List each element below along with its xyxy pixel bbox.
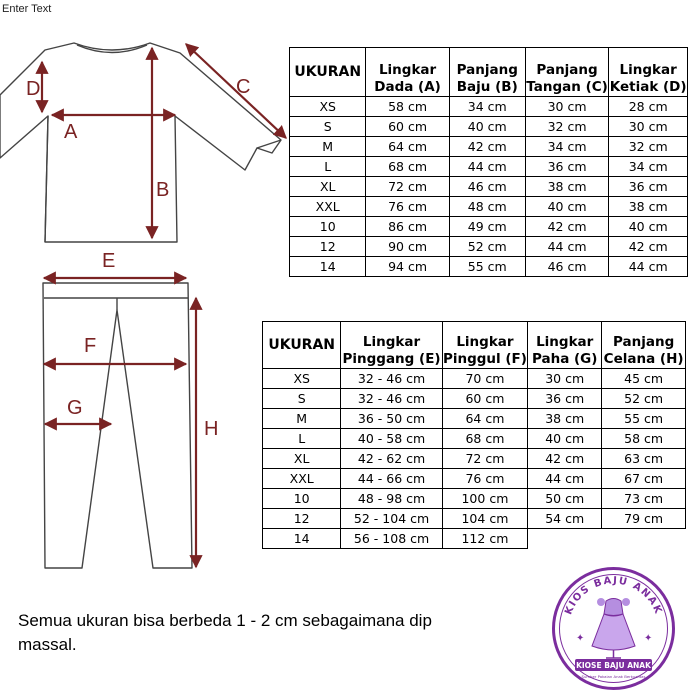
table-row	[290, 117, 688, 137]
table-row	[263, 409, 686, 429]
measurement-cell: 67 cm	[602, 469, 686, 489]
measurement-cell: 72 cm	[442, 449, 527, 469]
measurement-cell: 60 cm	[366, 117, 449, 137]
measurement-cell: 55 cm	[602, 409, 686, 429]
label-g: G	[67, 397, 83, 419]
size-cell: 12	[263, 509, 341, 529]
measurement-cell: 42 cm	[449, 137, 525, 157]
measurement-cell: 55 cm	[449, 257, 525, 277]
measurement-cell: 30 cm	[525, 97, 609, 117]
measurement-cell	[528, 529, 602, 549]
column-header: Lingkar Paha (G)	[528, 322, 602, 369]
size-cell: L	[263, 429, 341, 449]
size-cell: XXL	[263, 469, 341, 489]
measurement-cell: 76 cm	[366, 197, 449, 217]
table-row	[263, 389, 686, 409]
measurement-cell: 46 cm	[525, 257, 609, 277]
label-e: E	[102, 250, 116, 272]
table-row	[290, 197, 688, 217]
table-row	[263, 509, 686, 529]
table-row	[263, 469, 686, 489]
measurement-cell: 40 cm	[525, 197, 609, 217]
measurement-cell: 34 cm	[449, 97, 525, 117]
measurement-cell: 40 cm	[528, 429, 602, 449]
measurement-cell: 36 - 50 cm	[341, 409, 442, 429]
measurement-cell: 44 cm	[609, 257, 688, 277]
sparkle-icon: ✦	[644, 633, 653, 644]
column-header: Lingkar Pinggang (E)	[341, 322, 442, 369]
measurement-cell: 73 cm	[602, 489, 686, 509]
measurement-cell: 60 cm	[442, 389, 527, 409]
size-cell: 10	[263, 489, 341, 509]
measurement-cell: 44 cm	[525, 237, 609, 257]
table-row	[263, 449, 686, 469]
measurement-cell	[602, 529, 686, 549]
measurement-cell: 100 cm	[442, 489, 527, 509]
logo-ribbon-text: KIOSE BAJU ANAK	[576, 661, 651, 670]
size-cell: XL	[290, 177, 366, 197]
measurement-cell: 52 - 104 cm	[341, 509, 442, 529]
column-header: Panjang Celana (H)	[602, 322, 686, 369]
measurement-cell: 79 cm	[602, 509, 686, 529]
measurement-cell: 32 cm	[609, 137, 688, 157]
measurement-cell: 45 cm	[602, 369, 686, 389]
measurement-cell: 36 cm	[528, 389, 602, 409]
label-f: F	[84, 335, 97, 357]
measurement-cell: 32 - 46 cm	[341, 369, 442, 389]
measurement-cell: 32 cm	[525, 117, 609, 137]
column-header: Panjang Tangan (C)	[525, 48, 609, 97]
size-cell: XL	[263, 449, 341, 469]
table-row	[290, 177, 688, 197]
logo-tagline: Sumber Pakaian Anak Berkualitas	[581, 674, 646, 679]
table-row	[290, 137, 688, 157]
measurement-cell: 94 cm	[366, 257, 449, 277]
table-header-row	[290, 48, 688, 97]
measurement-cell: 42 cm	[525, 217, 609, 237]
measurement-cell: 40 - 58 cm	[341, 429, 442, 449]
measurement-cell: 104 cm	[442, 509, 527, 529]
size-cell: XXL	[290, 197, 366, 217]
table-header-row	[263, 322, 686, 369]
size-cell: XS	[290, 97, 366, 117]
measurement-cell: 112 cm	[442, 529, 527, 549]
measurement-cell: 58 cm	[602, 429, 686, 449]
size-note: Semua ukuran bisa berbeda 1 - 2 cm sebagaimana dip massal.	[18, 611, 432, 654]
pants-outline	[43, 283, 192, 568]
measurement-cell: 32 - 46 cm	[341, 389, 442, 409]
measurement-cell: 34 cm	[609, 157, 688, 177]
size-cell: 10	[290, 217, 366, 237]
measurement-cell: 30 cm	[609, 117, 688, 137]
measurement-cell: 63 cm	[602, 449, 686, 469]
measurement-cell: 52 cm	[602, 389, 686, 409]
measurement-cell: 70 cm	[442, 369, 527, 389]
table-row	[263, 489, 686, 509]
measurement-cell: 44 cm	[528, 469, 602, 489]
measurement-cell: 86 cm	[366, 217, 449, 237]
measurement-cell: 49 cm	[449, 217, 525, 237]
measurement-cell: 44 cm	[449, 157, 525, 177]
size-cell: M	[263, 409, 341, 429]
size-cell: L	[290, 157, 366, 177]
label-h: H	[204, 418, 219, 440]
measurement-cell: 52 cm	[449, 237, 525, 257]
measurement-cell: 28 cm	[609, 97, 688, 117]
table-row	[263, 369, 686, 389]
logo-top-text: KIOS BAJU ANAK	[563, 575, 664, 617]
measurement-cell: 36 cm	[609, 177, 688, 197]
size-cell: S	[263, 389, 341, 409]
size-cell: M	[290, 137, 366, 157]
label-b: B	[156, 179, 170, 201]
measurement-cell: 38 cm	[609, 197, 688, 217]
measurement-cell: 40 cm	[449, 117, 525, 137]
size-cell: 14	[290, 257, 366, 277]
measurement-cell: 64 cm	[366, 137, 449, 157]
measurement-cell: 50 cm	[528, 489, 602, 509]
column-header: Lingkar Ketiak (D)	[609, 48, 688, 97]
measurement-cell: 90 cm	[366, 237, 449, 257]
measurement-cell: 68 cm	[442, 429, 527, 449]
size-cell: XS	[263, 369, 341, 389]
sparkle-icon: ✦	[576, 633, 585, 644]
enter-text-label: Enter Text	[2, 3, 52, 15]
label-a: A	[64, 121, 78, 143]
measurement-cell: 42 cm	[609, 237, 688, 257]
measurement-cell: 48 - 98 cm	[341, 489, 442, 509]
column-header: Panjang Baju (B)	[449, 48, 525, 97]
table-row	[290, 217, 688, 237]
measurement-cell: 36 cm	[525, 157, 609, 177]
size-cell: 12	[290, 237, 366, 257]
measurement-cell: 38 cm	[528, 409, 602, 429]
label-c: C	[236, 76, 251, 98]
measurement-cell: 46 cm	[449, 177, 525, 197]
label-d: D	[26, 78, 41, 100]
measurement-cell: 54 cm	[528, 509, 602, 529]
table-row	[290, 157, 688, 177]
size-cell: 14	[263, 529, 341, 549]
size-cell: S	[290, 117, 366, 137]
bottom-size-table	[262, 321, 686, 549]
measurement-cell: 34 cm	[525, 137, 609, 157]
measurement-cell: 38 cm	[525, 177, 609, 197]
table-row	[263, 429, 686, 449]
measurement-cell: 42 - 62 cm	[341, 449, 442, 469]
measurement-cell: 68 cm	[366, 157, 449, 177]
measurement-cell: 56 - 108 cm	[341, 529, 442, 549]
column-header: UKURAN	[263, 322, 341, 369]
measurement-cell: 30 cm	[528, 369, 602, 389]
measurement-cell: 76 cm	[442, 469, 527, 489]
measurement-cell: 42 cm	[528, 449, 602, 469]
measurement-cell: 64 cm	[442, 409, 527, 429]
column-header: Lingkar Pinggul (F)	[442, 322, 527, 369]
top-size-table	[289, 47, 688, 277]
table-row	[263, 529, 686, 549]
table-row	[290, 97, 688, 117]
measurement-cell: 48 cm	[449, 197, 525, 217]
kios-baju-anak-logo	[551, 566, 676, 691]
measurement-cell: 58 cm	[366, 97, 449, 117]
column-header: UKURAN	[290, 48, 366, 97]
measurement-cell: 40 cm	[609, 217, 688, 237]
column-header: Lingkar Dada (A)	[366, 48, 449, 97]
table-row	[290, 237, 688, 257]
measurement-cell: 44 - 66 cm	[341, 469, 442, 489]
measurement-cell: 72 cm	[366, 177, 449, 197]
table-row	[290, 257, 688, 277]
